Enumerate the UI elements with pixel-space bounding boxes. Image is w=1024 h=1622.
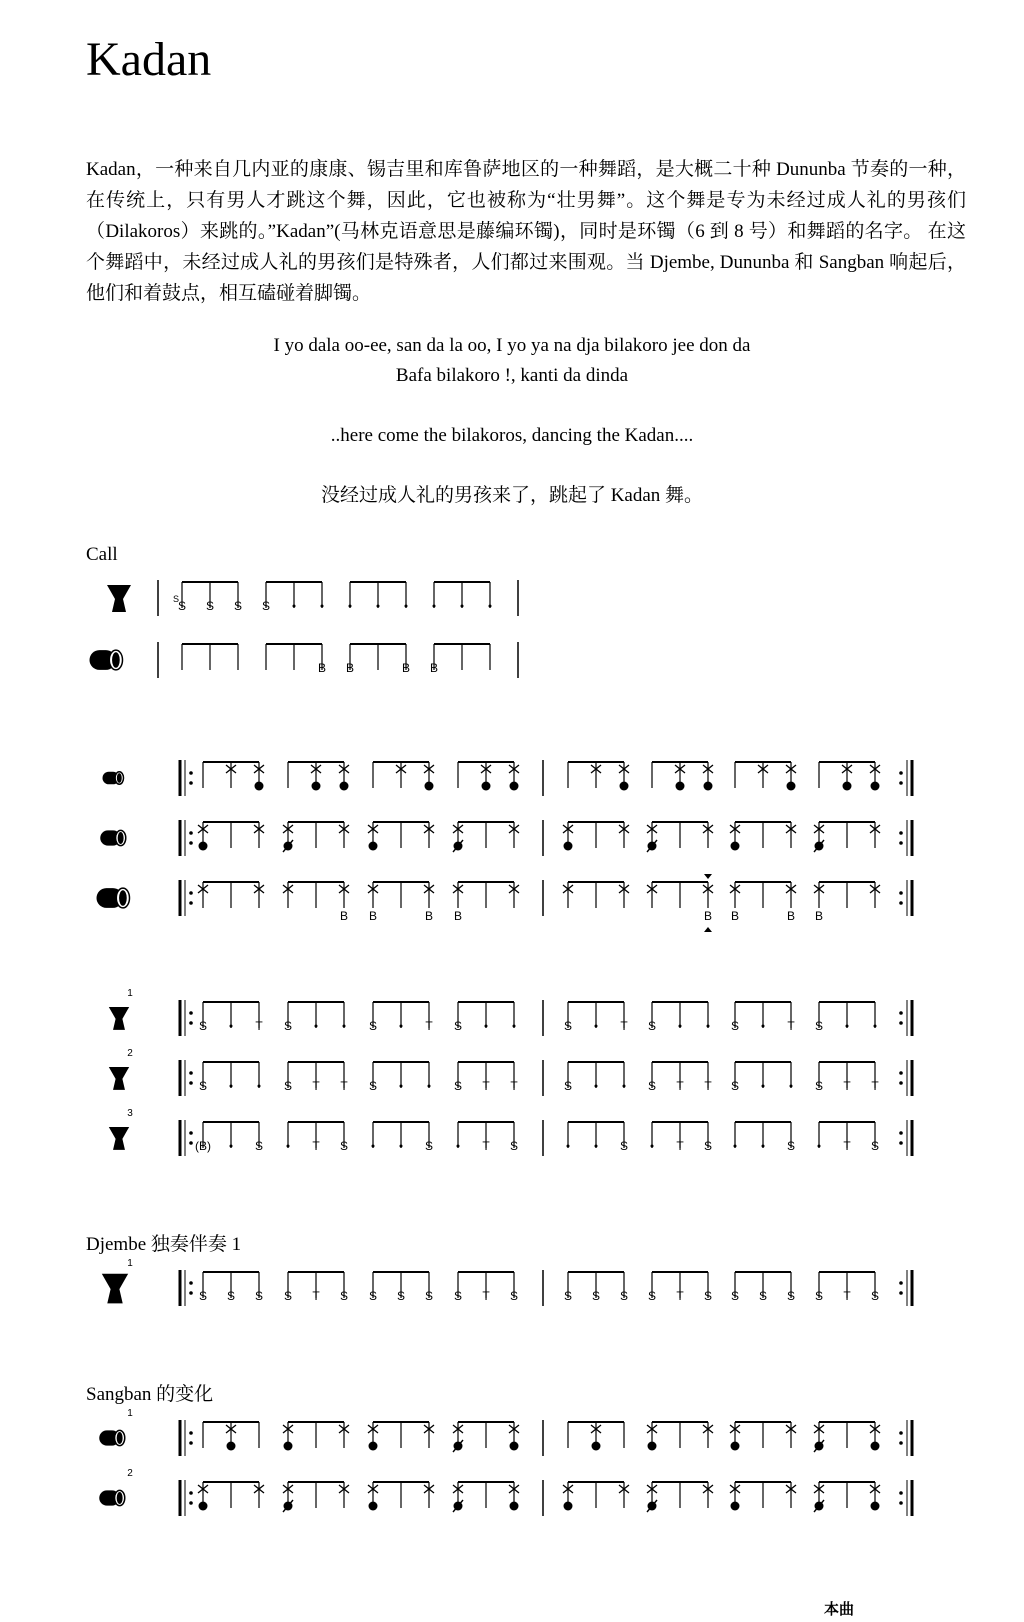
note-letter: S [368, 1079, 378, 1093]
note-letter: S [703, 1289, 713, 1303]
repeat-dot [189, 781, 193, 785]
lyrics-chinese: 没经过成人礼的男孩来了，跳起了 Kadan 舞。 [320, 485, 704, 506]
rest-dot [258, 1085, 261, 1088]
bell-note [255, 782, 264, 791]
note-letter: S [283, 1079, 293, 1093]
note-letter: S [730, 1289, 740, 1303]
rest-dot [400, 1085, 403, 1088]
rest-dot [405, 605, 408, 608]
repeat-dot [189, 831, 193, 835]
bell-note [369, 842, 378, 851]
rest-dot [372, 1145, 375, 1148]
note-letter: S [233, 599, 243, 613]
note-letter: S [647, 1019, 657, 1033]
bell-note [592, 1442, 601, 1451]
rest-dot [230, 1025, 233, 1028]
note-letter: T [676, 1289, 684, 1303]
repeat-dot [899, 901, 903, 905]
pattern-number: 1 [127, 1258, 133, 1269]
rest-dot [343, 1025, 346, 1028]
repeat-dot [899, 891, 903, 895]
rest-dot [293, 605, 296, 608]
repeat-dot [189, 1501, 193, 1505]
bell-note [648, 1442, 657, 1451]
repeat-dot [189, 1071, 193, 1075]
note-letter: B [368, 909, 378, 923]
pattern-number: 3 [127, 1108, 133, 1119]
bell-note [369, 1502, 378, 1511]
repeat-dot [899, 1081, 903, 1085]
note-letter: T [843, 1139, 851, 1153]
dunun-icon [90, 650, 123, 670]
rest-dot [762, 1025, 765, 1028]
repeat-dot [189, 1491, 193, 1495]
note-letter: B [317, 661, 327, 675]
rest-dot [400, 1145, 403, 1148]
note-letter: T [482, 1289, 490, 1303]
note-letter: S [814, 1079, 824, 1093]
bell-note [843, 782, 852, 791]
note-letter: B [703, 909, 713, 923]
note-letter: S [424, 1289, 434, 1303]
section-label-solo: Djembe 独奏伴奏 1 [86, 1234, 242, 1255]
rest-dot [349, 605, 352, 608]
note-letter: T [510, 1079, 518, 1093]
note-letter: S [453, 1079, 463, 1093]
note-letter: T [843, 1079, 851, 1093]
dunun-icon [99, 1490, 125, 1505]
repeat-dot [189, 1141, 193, 1145]
note-letter: S [563, 1289, 573, 1303]
note-letter: T [482, 1079, 490, 1093]
bell-note [284, 1442, 293, 1451]
note-letter: T [704, 1079, 712, 1093]
pattern-number: 1 [127, 1408, 133, 1419]
note-letter: S [198, 1289, 208, 1303]
note-letter: B [453, 909, 463, 923]
bell-note [731, 1442, 740, 1451]
repeat-dot [189, 1131, 193, 1135]
note-letter: T [676, 1079, 684, 1093]
note-letter: S [396, 1289, 406, 1303]
repeat-dot [899, 781, 903, 785]
repeat-dot [899, 1491, 903, 1495]
repeat-dot [899, 1141, 903, 1145]
rest-dot [489, 605, 492, 608]
bell-note [199, 842, 208, 851]
repeat-dot [189, 771, 193, 775]
rest-dot [513, 1025, 516, 1028]
rest-dot [287, 1145, 290, 1148]
note-letter: S [758, 1289, 768, 1303]
repeat-dot [189, 1441, 193, 1445]
bell-note [871, 782, 880, 791]
note-letter: B [345, 661, 355, 675]
note-letter: B [786, 909, 796, 923]
rest-dot [461, 605, 464, 608]
repeat-dot [899, 831, 903, 835]
note-letter: S [226, 1289, 236, 1303]
rest-dot [707, 1025, 710, 1028]
note-letter: (B) [195, 1139, 211, 1153]
rest-dot [762, 1085, 765, 1088]
note-letter: S [261, 599, 271, 613]
rest-dot [457, 1145, 460, 1148]
bell-note [564, 842, 573, 851]
bell-note [676, 782, 685, 791]
bell-note [312, 782, 321, 791]
bell-note [510, 782, 519, 791]
note-letter: T [255, 1019, 263, 1033]
repeat-dot [899, 771, 903, 775]
repeat-dot [899, 1011, 903, 1015]
repeat-dot [189, 1431, 193, 1435]
note-letter: B [339, 909, 349, 923]
note-letter: T [340, 1079, 348, 1093]
note-letter: B [401, 661, 411, 675]
rest-dot [595, 1145, 598, 1148]
flam-note: S [172, 594, 180, 604]
lyrics-line-2: Bafa bilakoro !, kanti da dinda [395, 365, 629, 386]
lyrics-line-1: I yo dala oo-ee, san da la oo, I yo ya na dja bilakoro jee don da [273, 335, 751, 356]
dunun-icon [103, 772, 124, 785]
bell-note [425, 782, 434, 791]
bell-note [369, 1442, 378, 1451]
note-letter: S [870, 1139, 880, 1153]
repeat-dot [189, 1011, 193, 1015]
bell-note [199, 1502, 208, 1511]
pattern-number: 2 [127, 1468, 133, 1479]
footer-note: 本曲 [824, 1600, 855, 1618]
note-letter: S [563, 1079, 573, 1093]
note-letter: T [312, 1079, 320, 1093]
note-letter: S [703, 1139, 713, 1153]
rest-dot [485, 1025, 488, 1028]
note-letter: S [786, 1139, 796, 1153]
rest-dot [377, 605, 380, 608]
repeat-dot [189, 1081, 193, 1085]
rest-dot [400, 1025, 403, 1028]
note-letter: S [509, 1139, 519, 1153]
note-letter: S [283, 1019, 293, 1033]
note-letter: B [429, 661, 439, 675]
rest-dot [651, 1145, 654, 1148]
note-letter: S [368, 1019, 378, 1033]
repeat-dot [899, 841, 903, 845]
bell-note [871, 1442, 880, 1451]
note-letter: T [482, 1139, 490, 1153]
rest-dot [818, 1145, 821, 1148]
repeat-dot [899, 1281, 903, 1285]
repeat-dot [899, 1441, 903, 1445]
accent-mark [704, 927, 712, 932]
bell-note [731, 1502, 740, 1511]
repeat-dot [899, 1131, 903, 1135]
note-letter: S [814, 1289, 824, 1303]
rest-dot [790, 1085, 793, 1088]
note-letter: S [786, 1289, 796, 1303]
note-letter: T [676, 1139, 684, 1153]
note-letter: T [425, 1019, 433, 1033]
rest-dot [734, 1145, 737, 1148]
rest-dot [595, 1025, 598, 1028]
intro-paragraph: Kadan，一种来自几内亚的康康、锡吉里和库鲁萨地区的一种舞蹈，是大概二十种 Dununba 节奏的一种，在传统上，只有男人才跳这个舞，因此，它也被称为“壮男舞”。这个舞是专为未经过成人礼的男孩们（Dilakoros）来跳的。”Kadan”(马林克语意思是藤编环镯)，同时是环镯（6 到 8 号）和舞蹈的名字。 在这个舞蹈中，未经过成人礼的男孩们是特殊者，人们都过来围观。当 Djembe, Dununba 和 Sangban 响起后，他们和着鼓点，相互磕碰着脚镯。 [86, 159, 966, 304]
lyrics-translation: ..here come the bilakoros, dancing the Kadan.... [330, 425, 694, 446]
repeat-dot [899, 1021, 903, 1025]
rest-dot [679, 1025, 682, 1028]
repeat-dot [189, 891, 193, 895]
djembe-icon [109, 1127, 129, 1150]
note-letter: S [368, 1289, 378, 1303]
note-letter: S [563, 1019, 573, 1033]
rest-dot [623, 1085, 626, 1088]
note-letter: S [339, 1289, 349, 1303]
note-letter: S [591, 1289, 601, 1303]
bell-note [510, 1442, 519, 1451]
dunun-icon [100, 830, 126, 845]
rest-dot [595, 1085, 598, 1088]
djembe-icon [107, 585, 131, 612]
note-letter: S [424, 1139, 434, 1153]
note-letter: T [312, 1139, 320, 1153]
rest-dot [846, 1025, 849, 1028]
repeat-dot [899, 1501, 903, 1505]
note-letter: S [730, 1019, 740, 1033]
note-letter: T [871, 1079, 879, 1093]
bell-note [227, 1442, 236, 1451]
repeat-dot [899, 1431, 903, 1435]
note-letter: S [198, 1019, 208, 1033]
rest-dot [874, 1025, 877, 1028]
dunun-icon [97, 888, 130, 908]
note-letter: T [312, 1289, 320, 1303]
note-letter: S [870, 1289, 880, 1303]
pattern-number: 1 [127, 988, 133, 999]
note-letter: S [730, 1079, 740, 1093]
rest-dot [321, 605, 324, 608]
dunun-icon [99, 1430, 125, 1445]
rest-dot [762, 1145, 765, 1148]
note-letter: S [453, 1019, 463, 1033]
rest-dot [428, 1085, 431, 1088]
rest-dot [230, 1145, 233, 1148]
repeat-dot [189, 1281, 193, 1285]
accent-mark [704, 874, 712, 879]
djembe-icon [109, 1067, 129, 1090]
repeat-dot [189, 1021, 193, 1025]
note-letter: B [814, 909, 824, 923]
bell-note [564, 1502, 573, 1511]
rest-dot [433, 605, 436, 608]
note-letter: S [619, 1139, 629, 1153]
repeat-dot [189, 901, 193, 905]
note-letter: S [177, 599, 187, 613]
note-letter: S [453, 1289, 463, 1303]
note-letter: S [814, 1019, 824, 1033]
note-letter: S [509, 1289, 519, 1303]
repeat-dot [899, 1291, 903, 1295]
djembe-icon [102, 1274, 128, 1304]
section-label-call: Call [86, 544, 118, 565]
note-letter: S [254, 1139, 264, 1153]
note-letter: T [620, 1019, 628, 1033]
bell-note [871, 1502, 880, 1511]
rest-dot [230, 1085, 233, 1088]
note-letter: S [254, 1289, 264, 1303]
bell-note [704, 782, 713, 791]
bell-note [482, 782, 491, 791]
note-letter: S [205, 599, 215, 613]
bell-note [731, 842, 740, 851]
bell-note [787, 782, 796, 791]
bell-note [620, 782, 629, 791]
pattern-number: 2 [127, 1048, 133, 1059]
note-letter: S [339, 1139, 349, 1153]
note-letter: B [424, 909, 434, 923]
note-letter: S [647, 1289, 657, 1303]
repeat-dot [189, 1291, 193, 1295]
note-letter: S [198, 1079, 208, 1093]
note-letter: B [730, 909, 740, 923]
page-title: Kadan [86, 33, 212, 86]
note-letter: S [647, 1079, 657, 1093]
rest-dot [567, 1145, 570, 1148]
note-letter: T [843, 1289, 851, 1303]
note-letter: S [283, 1289, 293, 1303]
bell-note [510, 1502, 519, 1511]
rest-dot [315, 1025, 318, 1028]
section-label-sangban-variation: Sangban 的变化 [86, 1384, 214, 1405]
repeat-dot [189, 841, 193, 845]
bell-note [340, 782, 349, 791]
djembe-icon [109, 1007, 129, 1030]
note-letter: S [619, 1289, 629, 1303]
note-letter: T [787, 1019, 795, 1033]
repeat-dot [899, 1071, 903, 1075]
